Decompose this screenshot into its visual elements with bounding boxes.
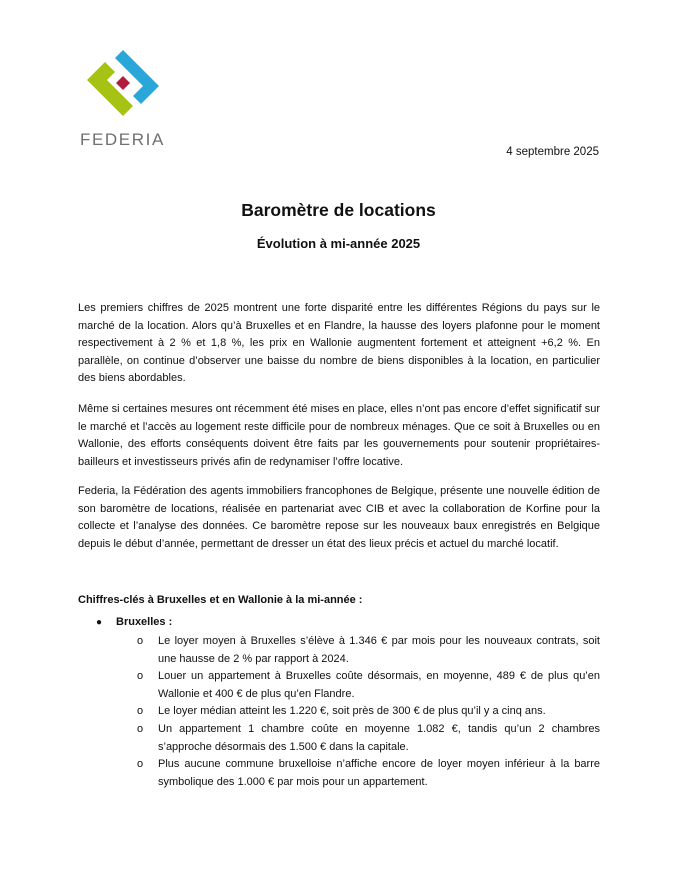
sub-bullet-icon: o <box>137 722 144 735</box>
list-item <box>137 633 600 668</box>
sub-bullet-icon: o <box>137 705 144 718</box>
sub-bullet-icon: o <box>137 635 144 647</box>
document-subtitle: Évolution à mi-année 2025 <box>256 236 421 251</box>
bruxelles-figures-list <box>137 633 600 791</box>
sub-bullet-icon: o <box>137 758 144 771</box>
list-item <box>137 721 600 756</box>
paragraph-measures: Même si certaines mesures ont récemment été mises en place, elles n’ont pas encore d’effet significatif sur le marché et l’accès au logement reste difficile pour de nombreux ménages. Que ce soit à Bruxelles ou en Wallonie, des efforts conséquents doivent être faits par les gouvernements pour soutenir propriétaires-bailleurs et investisseurs privés afin de redynamiser l’offre locative. <box>78 403 600 468</box>
federia-logo-icon <box>85 48 165 118</box>
list-item <box>137 756 600 791</box>
list-item-text: Le loyer moyen à Bruxelles s’élève à 1.346 € par mois pour les nouveaux contrats, soit une hausse de 2 % par rapport à 2024. <box>158 635 600 665</box>
paragraph-federia: Federia, la Fédération des agents immobiliers francophones de Belgique, présente une nouvelle édition de son baromètre de locations, réalisée en partenariat avec CIB et avec la collaboration de Korfine pour la collecte et l’analyse des données. Ce baromètre repose sur les nouveaux baux enregistrés en Belgique depuis le début d’année, permettant de dresser un état des lieux précis et actuel du marché locatif. <box>78 485 600 550</box>
region-label: Bruxelles : <box>116 616 173 628</box>
paragraph-intro: Les premiers chiffres de 2025 montrent une forte disparité entre les différentes Régions du pays sur le marché de la location. Alors qu’à Bruxelles et en Flandre, la hausse des loyers plafonne pour le moment respectivement à 2 % et 1,8 %, les prix en Wallonie augmentent fortement et atteignent +6,2 %. En parallèle, on continue d’observer une baisse du nombre de biens disponibles à la location, en particulier des biens abordables. <box>78 302 600 385</box>
list-item-text: Le loyer médian atteint les 1.220 €, soit près de 300 € de plus qu’il y a cinq ans. <box>158 705 546 718</box>
document-title: Baromètre de locations <box>241 200 436 220</box>
logo-text: FEDERIA <box>80 130 165 149</box>
list-item-text: Un appartement 1 chambre coûte en moyenne 1.082 €, tandis qu’un 2 chambres s’approche désormais des 1.500 € dans la capitale. <box>158 722 600 753</box>
sub-bullet-icon: o <box>137 670 144 683</box>
region-bullet-bruxelles <box>96 616 172 628</box>
list-item-text: Plus aucune commune bruxelloise n’affiche encore de loyer moyen inférieur à la barre symbolique des 1.000 € par mois pour un appartement. <box>158 758 600 788</box>
federia-logo <box>80 48 170 148</box>
bullet-icon: ● <box>96 617 103 628</box>
key-figures-heading: Chiffres-clés à Bruxelles et en Wallonie à la mi-année : <box>78 594 363 606</box>
list-item <box>137 703 600 721</box>
list-item-text: Louer un appartement à Bruxelles coûte désormais, en moyenne, 489 € de plus qu’en Wallonie et 400 € de plus qu’en Flandre. <box>158 670 600 700</box>
document-date: 4 septembre 2025 <box>506 146 599 158</box>
list-item <box>137 668 600 703</box>
